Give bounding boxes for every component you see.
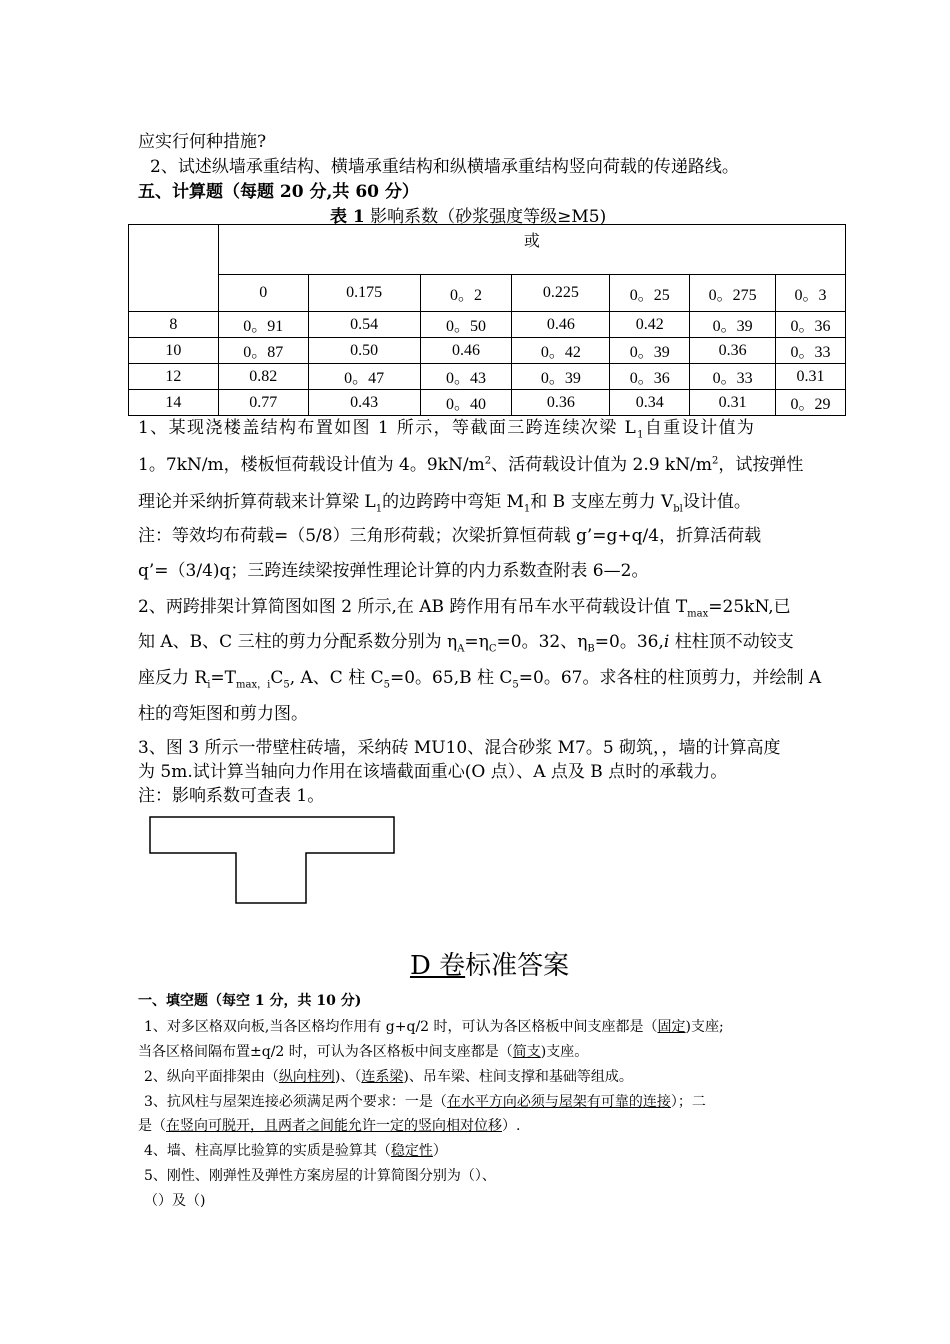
table-1-caption-text: 影响系数（砂浆强度等级≥M5) xyxy=(370,207,607,227)
answer-3-line-2: 是（在竖向可脱开，且两者之间能允许一定的竖向相对位移）. xyxy=(138,1118,521,1134)
table-cell: 0。39 xyxy=(610,338,690,364)
table-cell: 0。43 xyxy=(420,364,512,390)
answer-1-line-2: 当各区格间隔布置±q/2 时，可认为各区格板中间支座都是（简支)支座。 xyxy=(138,1044,589,1060)
q3-line-1: 3、图 3 所示一带壁柱砖墙，采纳砖 MU10、混合砂浆 M7。5 砌筑，，墙的计算高度 xyxy=(138,738,781,758)
table-cell: 0。87 xyxy=(218,338,308,364)
table-cell: 0。39 xyxy=(512,364,610,390)
table-cell: 0。29 xyxy=(776,390,846,416)
table-cell: 0。91 xyxy=(218,312,308,338)
table-cell: 0.31 xyxy=(690,390,776,416)
q3-note: 注：影响系数可查表 1。 xyxy=(138,786,325,806)
q1-line-2: 1。7kN/m，楼板恒荷载设计值为 4。$9kN/m^2$、活荷载设计值为 2.9 $kN/m^2$，试按弹性 xyxy=(138,455,804,475)
q3-line-2: 为 5m.试计算当轴向力作用在该墙截面重心(O 点）、A 点及 B 点时的承载力。 xyxy=(138,762,728,782)
table-column-header: 0。2 xyxy=(420,275,512,312)
table-cell: 0。39 xyxy=(690,312,776,338)
answer-4: 4、墙、柱高厚比验算的实质是验算其（稳定性） xyxy=(144,1143,447,1159)
table-cell: 0.82 xyxy=(218,364,308,390)
q1-note-line-1: 注：等效均布荷载=（5/8）三角形荷载；次梁折算恒荷载 g’=g+q/4，折算活荷载 xyxy=(138,526,762,546)
table-cell: 0.36 xyxy=(690,338,776,364)
table-column-header: 0。275 xyxy=(690,275,776,312)
table-row xyxy=(129,338,846,364)
intro-line-2: 2、试述纵墙承重结构、横墙承重结构和纵横墙承重结构竖向荷载的传递路线。 xyxy=(150,157,739,177)
table-cell: 0。33 xyxy=(776,338,846,364)
table-cell: 0.50 xyxy=(308,338,420,364)
table-column-header: 0。3 xyxy=(776,275,846,312)
table-column-header: 0.225 xyxy=(512,275,610,312)
table-column-header: 0.175 xyxy=(308,275,420,312)
table-cell: 0.54 xyxy=(308,312,420,338)
t-section-outline xyxy=(150,817,394,903)
table-cell: 0.42 xyxy=(610,312,690,338)
table-cell: 0。36 xyxy=(610,364,690,390)
table-cell: 0.34 xyxy=(610,390,690,416)
table-cell: 0.43 xyxy=(308,390,420,416)
table-row xyxy=(129,312,846,338)
answer-3-line-1: 3、抗风柱与屋架连接必须满足两个要求：一是（在水平方向必须与屋架有可靠的连接）；二 xyxy=(144,1094,706,1110)
table-cell: 0。50 xyxy=(420,312,512,338)
table-row-label: 14 xyxy=(129,390,219,416)
table-column-header: 0。25 xyxy=(610,275,690,312)
influence-coefficient-table xyxy=(128,224,846,416)
table-column-header: 0 xyxy=(218,275,308,312)
answer-section-1-title: 一、填空题（每空 1 分，共 10 分) xyxy=(138,993,362,1009)
q2-line-4: 柱的弯矩图和剪力图。 xyxy=(138,704,308,724)
section-5-title: 五、计算题（每题 20 分,共 60 分） xyxy=(138,182,419,202)
table-header-top: 或 xyxy=(218,225,845,275)
answer-title: D 卷标准答案 xyxy=(410,951,570,981)
table-cell: 0.77 xyxy=(218,390,308,416)
table-cell: 0。36 xyxy=(776,312,846,338)
answer-5-line-2: （）及（) xyxy=(144,1193,206,1209)
table-cell: 0。47 xyxy=(308,364,420,390)
table-cell: 0。42 xyxy=(512,338,610,364)
table-cell: 0.36 xyxy=(512,390,610,416)
answer-5-line-1: 5、刚性、刚弹性及弹性方案房屋的计算简图分别为（）、 xyxy=(144,1168,496,1184)
q2-line-3: 座反力 $R_i=T_{max,i}C_5$, A、C 柱 $C_5=0$。65,B 柱 $C_5=0$。67。求各柱的柱顶剪力，并绘制 A xyxy=(138,668,822,691)
table-cell: 0.46 xyxy=(420,338,512,364)
q1-line-3: 理论并采纳折算荷载来计算梁 $L_1$的边跨跨中弯矩 $M_1$和 B 支座左剪力 $V_{bl}$设计值。 xyxy=(138,492,751,515)
answer-1-line-1: 1、对多区格双向板,当各区格均作用有 g+q/2 时，可认为各区格板中间支座都是（固定)支座; xyxy=(144,1019,724,1035)
table-row xyxy=(129,364,846,390)
wall-section-figure xyxy=(148,815,398,907)
table-cell: 0.46 xyxy=(512,312,610,338)
table-row-label: 8 xyxy=(129,312,219,338)
answer-2: 2、纵向平面排架由（纵向柱列)、（连系梁)、吊车梁、柱间支撑和基础等组成。 xyxy=(144,1069,633,1085)
q1-note-line-2: q’=（3/4)q；三跨连续梁按弹性理论计算的内力系数查附表 6—2。 xyxy=(138,561,649,581)
q1-line-1: 1、某现浇楼盖结构布置如图 1 所示，等截面三跨连续次梁 $L_1$自重设计值为 xyxy=(138,418,756,441)
q2-line-2: 知 A、B、C 三柱的剪力分配系数分别为 $\eta_A=\eta_C=0$。32、$\eta_B=0$。36,i 柱柱顶不动铰支 xyxy=(138,632,794,655)
table-row-label: 12 xyxy=(129,364,219,390)
table-cell: 0.31 xyxy=(776,364,846,390)
table-cell: 0。40 xyxy=(420,390,512,416)
table-corner-cell xyxy=(129,225,219,312)
intro-line-1: 应实行何种措施? xyxy=(138,132,267,152)
q2-line-1: 2、两跨排架计算简图如图 2 所示,在 AB 跨作用有吊车水平荷载设计值 $T_{max}=25kN$,已 xyxy=(138,597,791,620)
table-1-caption-label: 表 1 xyxy=(330,207,365,227)
table-cell: 0。33 xyxy=(690,364,776,390)
table-row xyxy=(129,390,846,416)
table-row-label: 10 xyxy=(129,338,219,364)
